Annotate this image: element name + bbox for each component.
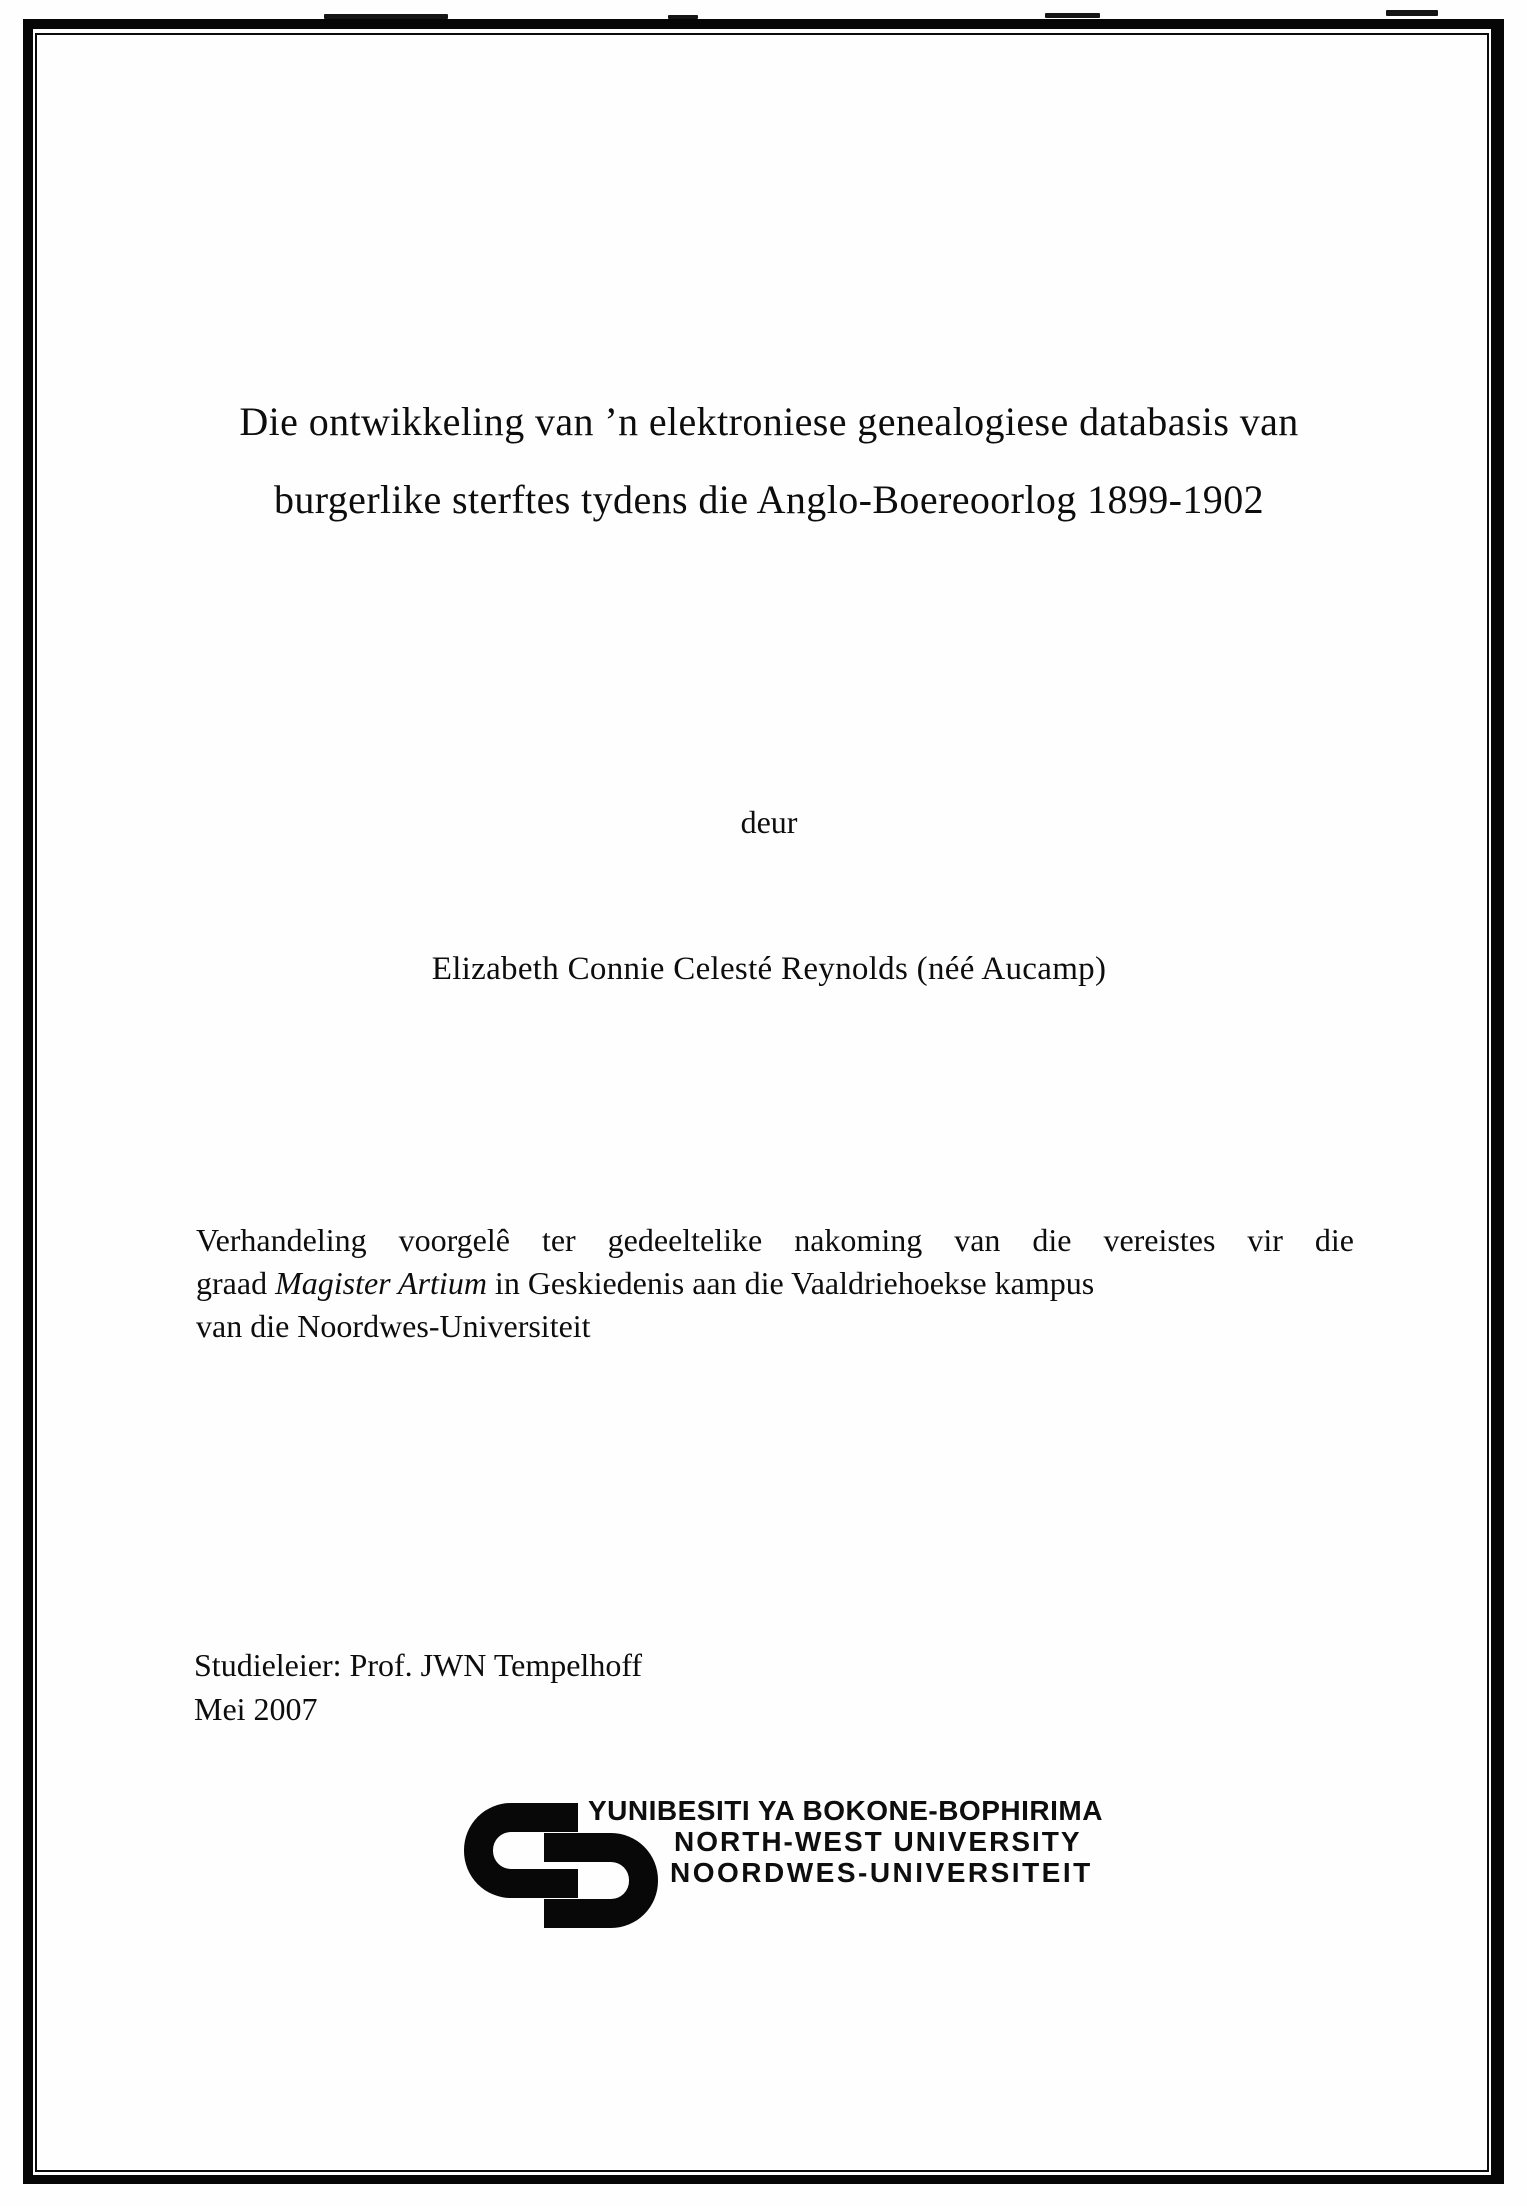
degree-statement-line2: [196, 1262, 1354, 1305]
logo-text-english: NORTH-WEST UNIVERSITY: [674, 1826, 1082, 1857]
author-name: Elizabeth Connie Celesté Reynolds (néé Aucamp): [431, 951, 1107, 987]
degree-statement: [196, 1219, 1354, 1348]
supervisor-line: Studieleier: Prof. JWN Tempelhoff: [194, 1647, 643, 1683]
degree-statement-line2-pre: graad: [196, 1265, 276, 1301]
scan-artifact: [324, 14, 448, 19]
logo-text-setswana: YUNIBESITI YA BOKONE-BOPHIRIMA: [588, 1795, 1103, 1826]
logo-text-afrikaans: NOORDWES-UNIVERSITEIT: [670, 1857, 1093, 1888]
scan-artifact: [668, 15, 698, 19]
degree-statement-line1: Verhandeling voorgelê ter gedeeltelike nakoming van die vereistes vir die: [196, 1222, 1354, 1258]
degree-name-italic: Magister Artium: [275, 1265, 487, 1301]
scan-artifact: [1045, 13, 1100, 18]
thesis-title-line1: Die ontwikkeling van ’n elektroniese genealogiese databasis van: [239, 399, 1299, 444]
thesis-title: [188, 383, 1350, 539]
byline-label: deur: [740, 804, 798, 840]
date-line: Mei 2007: [194, 1691, 318, 1727]
logo-link-right-icon: [544, 1833, 658, 1928]
scan-artifact: [1386, 10, 1438, 16]
degree-statement-line2-post: in Geskiedenis aan die Vaaldriehoekse kampus: [486, 1265, 1095, 1301]
degree-statement-line3: van die Noordwes-Universiteit: [196, 1308, 591, 1344]
thesis-title-line2: burgerlike sterftes tydens die Anglo-Boereoorlog 1899-1902: [273, 477, 1265, 522]
